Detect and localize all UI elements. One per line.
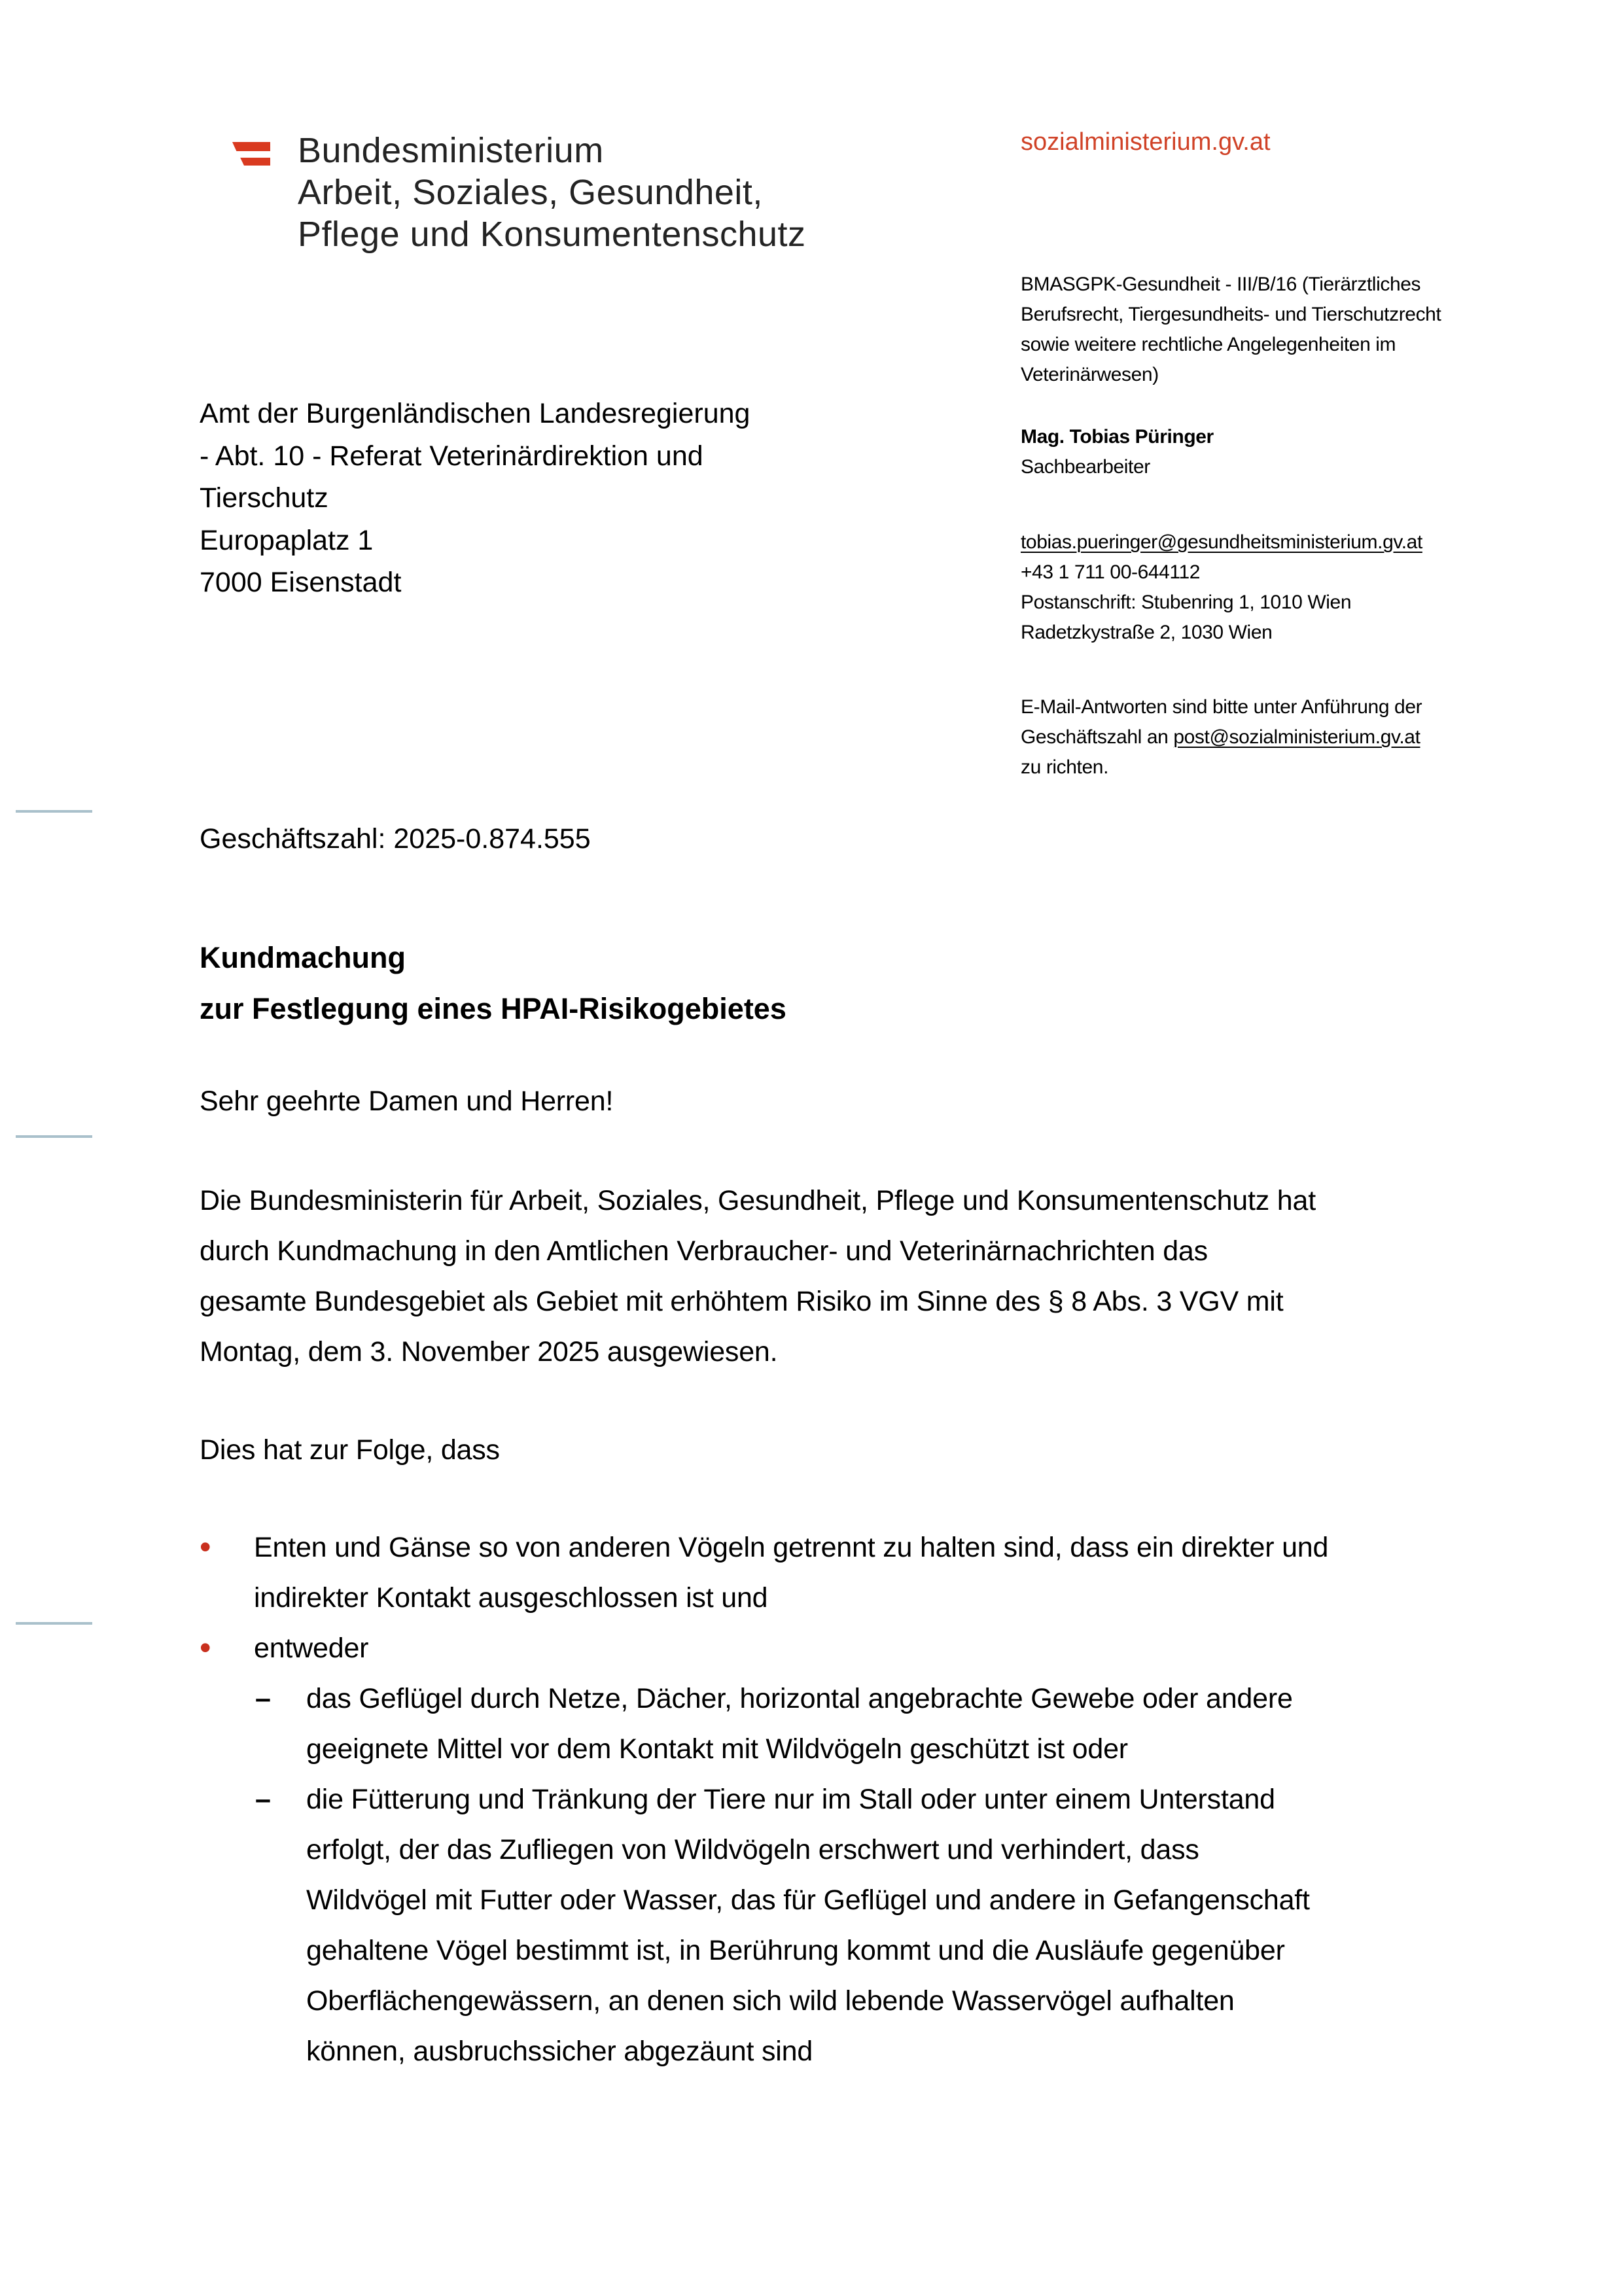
- subject-line1: Kundmachung: [200, 941, 406, 974]
- sub-bullet-item: [255, 1674, 1293, 1775]
- dash-icon: –: [255, 1683, 271, 1714]
- bullet-line: Wildvögel mit Futter oder Wasser, das für Geflügel und andere in Gefangenschaft: [306, 1884, 1310, 1916]
- ministry-departments-line2: Pflege und Konsumentenschutz: [298, 215, 806, 254]
- paragraph-line: durch Kundmachung in den Amtlichen Verbraucher- und Veterinärnachrichten das: [200, 1235, 1208, 1267]
- reply-note-line: zu richten.: [1021, 756, 1108, 778]
- postal-address-line: Radetzkystraße 2, 1030 Wien: [1021, 622, 1273, 643]
- contact-email-link[interactable]: tobias.pueringer@gesundheitsministerium.gv.at: [1021, 531, 1422, 553]
- reply-note-block: [1021, 692, 1498, 783]
- reply-email-link[interactable]: post@sozialministerium.gv.at: [1173, 726, 1420, 748]
- contact-details-block: [1021, 527, 1498, 648]
- bullet-line: erfolgt, der das Zufliegen von Wildvögeln erschwert und verhindert, dass: [306, 1834, 1199, 1865]
- paragraph-line: Die Bundesministerin für Arbeit, Soziales, Gesundheit, Pflege und Konsumentenschutz hat: [200, 1185, 1316, 1216]
- contact-phone: +43 1 711 00-644112: [1021, 561, 1201, 583]
- ministry-name: Bundesministerium: [298, 131, 604, 170]
- department-block: [1021, 270, 1498, 390]
- fold-mark-middle: [16, 1135, 92, 1138]
- sub-bullet-text: [306, 1775, 1310, 2077]
- contact-role: Sachbearbeiter: [1021, 456, 1150, 478]
- sub-bullet-text: [306, 1674, 1293, 1775]
- ministry-departments-line1: Arbeit, Soziales, Gesundheit,: [298, 173, 763, 212]
- subject-line2: zur Festlegung eines HPAI-Risikogebietes: [200, 992, 786, 1025]
- bullet-line: Oberflächengewässern, an denen sich wild lebende Wasservögel aufhalten: [306, 1985, 1235, 2017]
- contact-block: [1021, 422, 1498, 482]
- salutation: Sehr geehrte Damen und Herren!: [200, 1086, 614, 1117]
- postal-address-line: Postanschrift: Stubenring 1, 1010 Wien: [1021, 592, 1352, 613]
- paragraph-line: Montag, dem 3. November 2025 ausgewiesen.: [200, 1336, 778, 1368]
- fold-mark-top: [16, 810, 92, 813]
- contact-name: Mag. Tobias Püringer: [1021, 426, 1214, 448]
- austria-flag-icon: [232, 142, 270, 166]
- department-line: sowie weitere rechtliche Angelegenheiten im: [1021, 334, 1396, 355]
- paragraph-announcement: [200, 1176, 1316, 1377]
- bullet-line: Enten und Gänse so von anderen Vögeln getrennt zu halten sind, dass ein direkter und: [254, 1532, 1329, 1563]
- flag-bar-top: [232, 142, 270, 151]
- bullet-item: [200, 1623, 368, 1674]
- bullet-line: entweder: [254, 1633, 369, 1664]
- reply-note-line: E-Mail-Antworten sind bitte unter Anführung der: [1021, 696, 1422, 718]
- lead-in-text: Dies hat zur Folge, dass: [200, 1434, 500, 1466]
- bullet-item: [200, 1523, 1328, 1623]
- paragraph-line: gesamte Bundesgebiet als Gebiet mit erhöhtem Risiko im Sinne des § 8 Abs. 3 VGV mit: [200, 1286, 1284, 1317]
- recipient-address: [200, 393, 750, 604]
- bullet-text: [254, 1523, 1328, 1623]
- reply-note-prefix: Geschäftszahl an: [1021, 726, 1174, 748]
- reference-number: Geschäftszahl: 2025-0.874.555: [200, 823, 591, 855]
- flag-bar-bottom: [232, 158, 270, 166]
- bullet-text: [254, 1623, 368, 1674]
- reply-note-line: [1021, 722, 1498, 752]
- dash-icon: –: [255, 1784, 271, 1815]
- bullet-line: das Geflügel durch Netze, Dächer, horizontal angebrachte Gewebe oder andere: [306, 1683, 1293, 1714]
- recipient-line: Europaplatz 1: [200, 524, 374, 556]
- recipient-line: 7000 Eisenstadt: [200, 567, 402, 598]
- recipient-line: Tierschutz: [200, 482, 328, 514]
- sub-bullet-item: [255, 1775, 1310, 2077]
- bullet-icon: •: [200, 1629, 211, 1666]
- fold-mark-bottom: [16, 1622, 92, 1625]
- bullet-line: indirekter Kontakt ausgeschlossen ist und: [254, 1582, 768, 1614]
- department-line: Berufsrecht, Tiergesundheits- und Tierschutzrecht: [1021, 304, 1441, 325]
- recipient-line: - Abt. 10 - Referat Veterinärdirektion und: [200, 440, 703, 472]
- bullet-icon: •: [200, 1528, 211, 1565]
- bullet-line: gehaltene Vögel bestimmt ist, in Berührung kommt und die Ausläufe gegenüber: [306, 1935, 1285, 1966]
- recipient-line: Amt der Burgenländischen Landesregierung: [200, 398, 750, 429]
- ministry-website-link[interactable]: sozialministerium.gv.at: [1021, 128, 1271, 156]
- department-line: BMASGPK-Gesundheit - III/B/16 (Tierärztliches: [1021, 274, 1421, 295]
- bullet-line: die Fütterung und Tränkung der Tiere nur im Stall oder unter einem Unterstand: [306, 1784, 1275, 1815]
- ministry-logo-text: [298, 130, 806, 255]
- bullet-line: können, ausbruchssicher abgezäunt sind: [306, 2036, 813, 2067]
- department-line: Veterinärwesen): [1021, 364, 1159, 385]
- bullet-line: geeignete Mittel vor dem Kontakt mit Wildvögeln geschützt ist oder: [306, 1733, 1128, 1765]
- subject-heading: [200, 932, 786, 1034]
